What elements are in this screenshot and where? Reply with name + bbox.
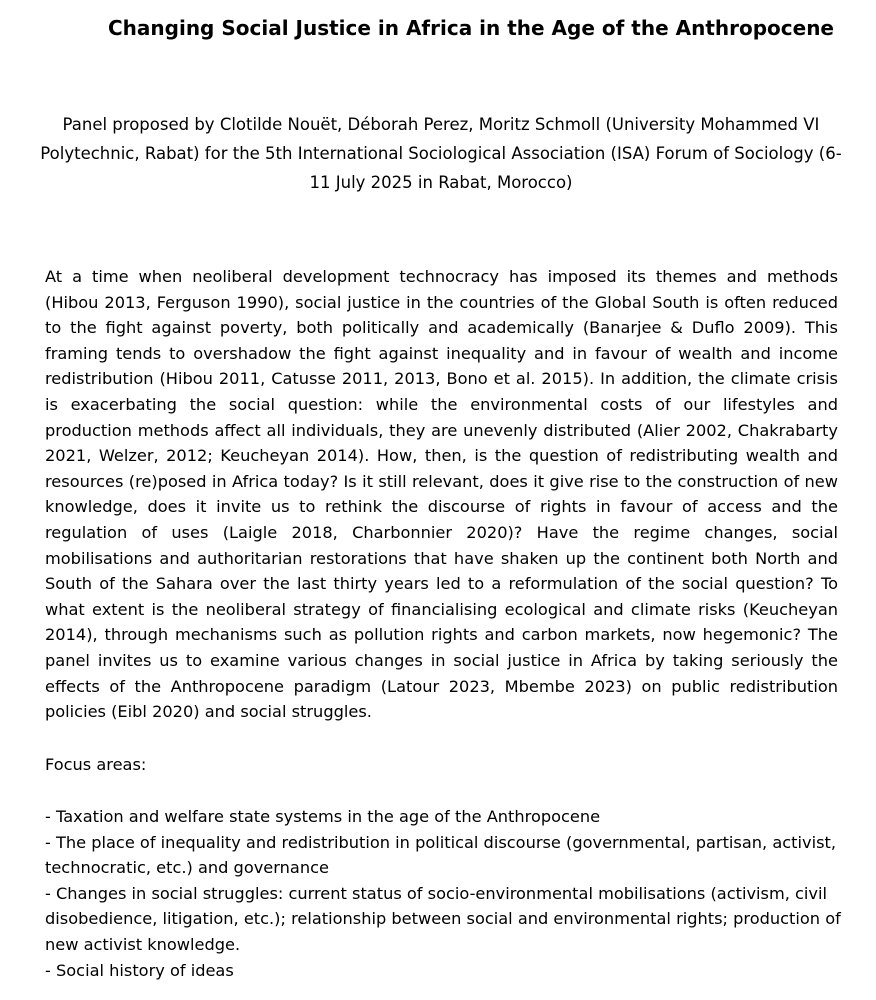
focus-area-item: - Changes in social struggles: current status of socio-environmental mobilisations (activism, civil disobedience, litigation, etc.); relationship between social and environmental rights; production of new activist knowledge. xyxy=(45,883,841,954)
focus-areas-heading: Focus areas: xyxy=(45,755,147,774)
panel-credits xyxy=(36,110,846,197)
focus-area-item: - Social history of ideas xyxy=(45,960,234,980)
focus-area-item: - Taxation and welfare state systems in the age of the Anthropocene xyxy=(45,807,601,826)
document-title: Changing Social Justice in Africa in the Age of the Anthropocene xyxy=(108,16,834,40)
focus-areas-list xyxy=(45,804,845,983)
panel-credits-text: Panel proposed by Clotilde Nouët, Déborah Perez, Moritz Schmoll (University Mohammed VI Polytechnic, Rabat) for the 5th International Sociological Association (ISA) Forum of Sociology (6-11 July 2025 in Rabat, Morocco) xyxy=(40,115,842,192)
abstract-paragraph: At a time when neoliberal development technocracy has imposed its themes and methods (Hibou 2013, Ferguson 1990), social justice in the countries of the Global South is often reduced to the fight against poverty, both politically and academically (Banarjee & Duflo 2009). This framing tends to overshadow the fight against inequality and in favour of wealth and income redistribution (Hibou 2011, Catusse 2011, 2013, Bono et al. 2015). In addition, the climate crisis is exacerbating the social question: while the environmental costs of our lifestyles and production methods affect all individuals, they are unevenly distributed (Alier 2002, Chakrabarty 2021, Welzer, 2012; Keucheyan 2014). How, then, is the question of redistributing wealth and resources (re)posed in Africa today? Is it still relevant, does it give rise to the construction of new knowledge, does it invite us to rethink the discourse of rights in favour of access and the regulation of uses (Laigle 2018, Charbonnier 2020)? Have the regime changes, social mobilisations and authoritarian restorations that have shaken up the continent both North and South of the Sahara over the last thirty years led to a reformulation of the social question? To what extent is the neoliberal strategy of financialising ecological and climate risks (Keucheyan 2014), through mechanisms such as pollution rights and carbon markets, now hegemonic? The panel invites us to examine various changes in social justice in Africa by taking seriously the effects of the Anthropocene paradigm (Latour 2023, Mbembe 2023) on public redistribution policies (Eibl 2020) and social struggles. xyxy=(45,267,838,722)
focus-area-item: - The place of inequality and redistribution in political discourse (governmental, partisan, activist, technocratic, etc.) and governance xyxy=(45,832,836,878)
